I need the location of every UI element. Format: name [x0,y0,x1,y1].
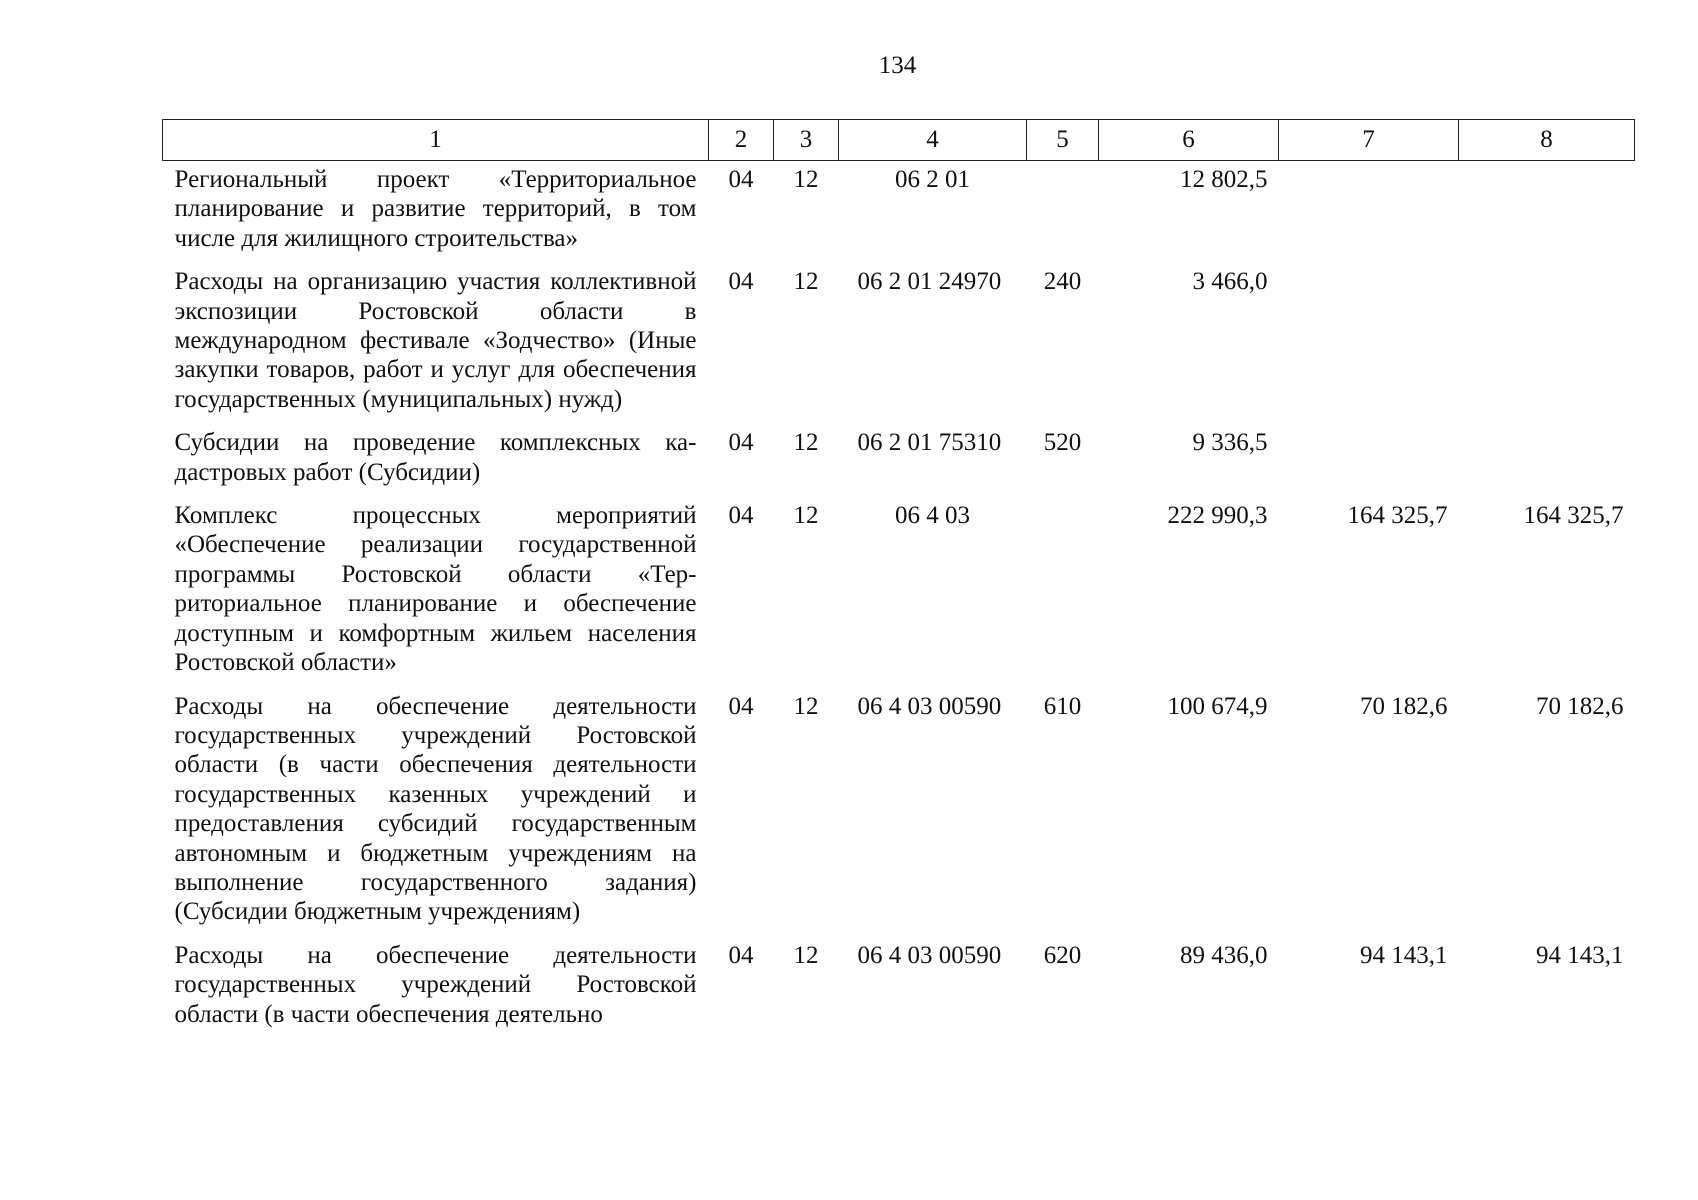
amount-year-2: 70 182,6 [1360,692,1448,720]
row-description: Субсидии на проведение комплексных кадастровых работ (Субсидии) [174,429,697,486]
amount-year-1: 3 466,0 [1192,268,1268,296]
row-description: Комплекс процессных мероприятий «Обеспечение реализации государственной программы Ростовской области «Территориальное планирование и обеспечение доступным и комфортным жильем населения Ростовской области» [174,502,697,677]
subsection-code: 12 [793,268,819,296]
target-article-code: 06 4 03 00590 [857,692,1002,720]
column-number-header-row [163,120,1635,161]
amount-year-1: 100 674,9 [1167,692,1268,720]
amount-year-3 [1459,161,1635,262]
section-code: 04 [728,502,754,530]
column-header: 7 [1279,120,1459,161]
table-row [163,495,1635,685]
page-number: 134 [878,52,917,79]
row-description: Расходы на обеспечение деятельности государственных учреждений Ростовской области (в части обеспечения деятельно [174,941,697,1028]
section-code: 04 [728,429,754,457]
amount-year-2 [1279,161,1459,262]
table-row [163,686,1635,935]
target-article-code: 06 4 03 00590 [857,941,1002,969]
row-description: Расходы на обеспечение деятельности государственных учреждений Ростовской области (в части обеспечения деятельности государственных казенных учреждений и предоставления субсидий государственным автономным и бюджетным учреждениям на выполнение государственного задания) (Субсидии бюджетным учреждениям) [174,692,697,926]
section-code: 04 [728,941,754,969]
target-article-code: 06 2 01 [895,166,970,193]
amount-year-3 [1459,422,1635,495]
column-header: 4 [839,120,1027,161]
column-header: 5 [1027,120,1099,161]
budget-table [162,119,1635,1037]
amount-year-3: 94 143,1 [1536,941,1624,969]
column-header: 6 [1099,120,1279,161]
target-article-code: 06 4 03 [895,502,970,530]
amount-year-2 [1279,261,1459,422]
subsection-code: 12 [793,941,819,969]
section-code: 04 [728,166,754,193]
section-code: 04 [728,692,754,720]
amount-year-2: 164 325,7 [1347,502,1448,530]
column-header: 8 [1459,120,1635,161]
target-article-code: 06 2 01 75310 [857,429,1002,457]
subsection-code: 12 [793,429,819,457]
amount-year-1: 12 802,5 [1180,166,1268,193]
amount-year-1: 222 990,3 [1167,502,1268,530]
column-header: 1 [163,120,709,161]
amount-year-1: 89 436,0 [1180,941,1268,969]
amount-year-3 [1459,261,1635,422]
subsection-code: 12 [793,502,819,530]
amount-year-3: 70 182,6 [1536,692,1624,720]
expense-type-code [1027,495,1099,685]
amount-year-2 [1279,422,1459,495]
expense-type-code [1027,161,1099,262]
subsection-code: 12 [793,166,819,193]
row-description: Региональный проект «Территориальное планирование и развитие территорий, в том числе для жилищного строительства» [174,166,697,252]
table-row [163,935,1635,1037]
column-header: 3 [774,120,839,161]
table-row [163,161,1635,262]
table-row [163,422,1635,495]
table-row [163,261,1635,422]
subsection-code: 12 [793,692,819,720]
column-header: 2 [709,120,774,161]
expense-type-code: 240 [1043,268,1082,296]
expense-type-code: 620 [1043,941,1082,969]
section-code: 04 [728,268,754,296]
amount-year-3: 164 325,7 [1523,502,1624,530]
amount-year-1: 9 336,5 [1192,429,1268,457]
target-article-code: 06 2 01 24970 [857,268,1002,296]
amount-year-2: 94 143,1 [1360,941,1448,969]
row-description: Расходы на организацию участия коллективной экспозиции Ростовской области в международном фестивале «Зодчество» (Иные закупки товаров, работ и услуг для обеспечения государственных (муниципальных) нужд) [174,268,697,413]
expense-type-code: 610 [1043,692,1082,720]
expense-type-code: 520 [1043,429,1082,457]
